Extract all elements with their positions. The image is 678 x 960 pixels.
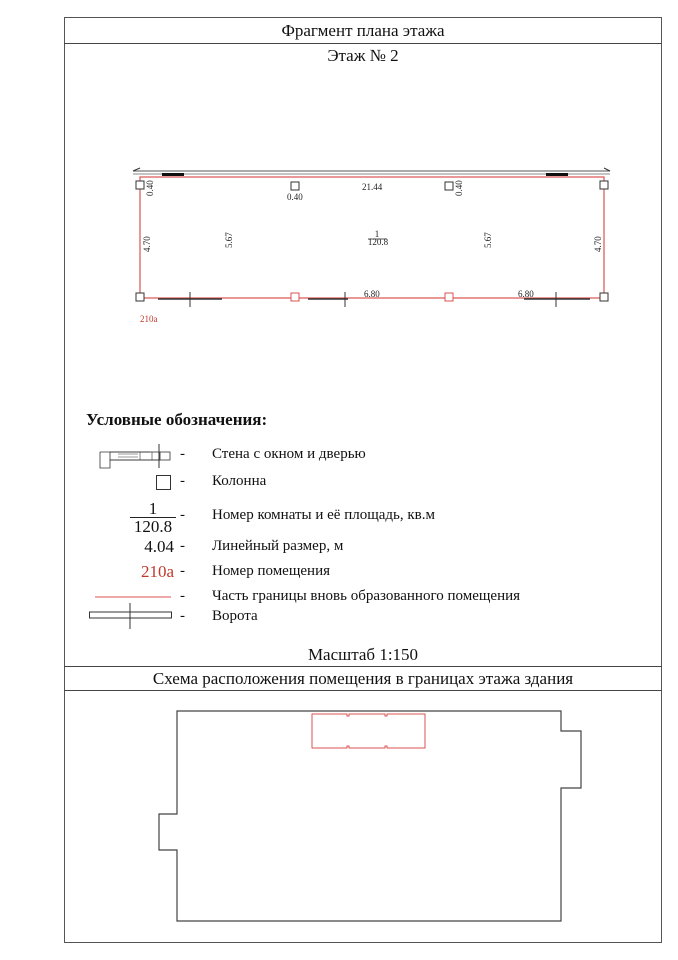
legend-label-dimension: Линейный размер, м xyxy=(212,538,344,554)
dim-inner-left: 5.67 xyxy=(224,232,234,248)
column xyxy=(291,293,299,301)
legend-label-premise: Номер помещения xyxy=(212,563,331,579)
divider xyxy=(64,666,662,667)
column xyxy=(291,182,299,190)
dim-column-right: 0.40 xyxy=(454,180,464,196)
room-fraction-icon xyxy=(130,500,176,535)
premise-number: 210а xyxy=(140,314,158,324)
floor-label: Этаж № 2 xyxy=(327,46,399,65)
premise-highlight xyxy=(312,714,425,748)
legend-dash: - xyxy=(180,608,185,624)
dim-right-height: 4.70 xyxy=(593,236,603,252)
room-area: 120.8 xyxy=(367,237,389,247)
dim-column-left: 0.40 xyxy=(145,180,155,196)
legend-label-room: Номер комнаты и её площадь, кв.м xyxy=(212,507,436,523)
dim-column-mid: 0.40 xyxy=(287,192,303,202)
legend-label-wall: Стена с окном и дверью xyxy=(212,446,366,462)
floor-plan xyxy=(0,0,678,340)
legend-label-gate: Ворота xyxy=(212,608,258,624)
wall-window-door-icon xyxy=(100,440,180,470)
linear-dimension-icon: 4.04 xyxy=(144,537,174,556)
legend-dash: - xyxy=(180,446,185,462)
building-scheme xyxy=(0,690,678,950)
dim-top-length: 21.44 xyxy=(362,182,383,192)
window xyxy=(546,173,568,176)
header-title: Фрагмент плана этажа xyxy=(281,21,445,40)
column xyxy=(136,293,144,301)
dim-bottom-left-span: 6.80 xyxy=(364,289,380,299)
column-icon xyxy=(156,475,172,491)
column xyxy=(600,293,608,301)
room-number: 1 xyxy=(374,229,380,239)
building-outline xyxy=(159,711,581,921)
legend-dash: - xyxy=(180,507,185,523)
column xyxy=(445,293,453,301)
dim-bottom-right-span: 6.80 xyxy=(518,289,534,299)
legend-dash: - xyxy=(180,538,185,554)
scheme-title: Схема расположения помещения в границах этажа здания xyxy=(152,669,574,688)
fraction-numerator: 1 xyxy=(130,500,176,518)
boundary-line-icon xyxy=(95,596,175,600)
column xyxy=(136,181,144,189)
scale-label: Масштаб 1:150 xyxy=(307,645,419,664)
legend-dash: - xyxy=(180,563,185,579)
dim-inner-right: 5.67 xyxy=(483,232,493,248)
column xyxy=(445,182,453,190)
fraction-denominator: 120.8 xyxy=(133,517,173,536)
legend-label-column: Колонна xyxy=(212,473,267,489)
legend-dash: - xyxy=(180,588,185,604)
column xyxy=(600,181,608,189)
gate-icon xyxy=(89,603,175,631)
premise-number-icon: 210а xyxy=(140,562,174,581)
legend-dash: - xyxy=(180,473,185,489)
window xyxy=(162,173,184,176)
legend-label-boundary: Часть границы вновь образованного помещения xyxy=(212,588,521,604)
legend-title: Условные обозначения: xyxy=(86,410,268,429)
dim-left-height: 4.70 xyxy=(142,236,152,252)
